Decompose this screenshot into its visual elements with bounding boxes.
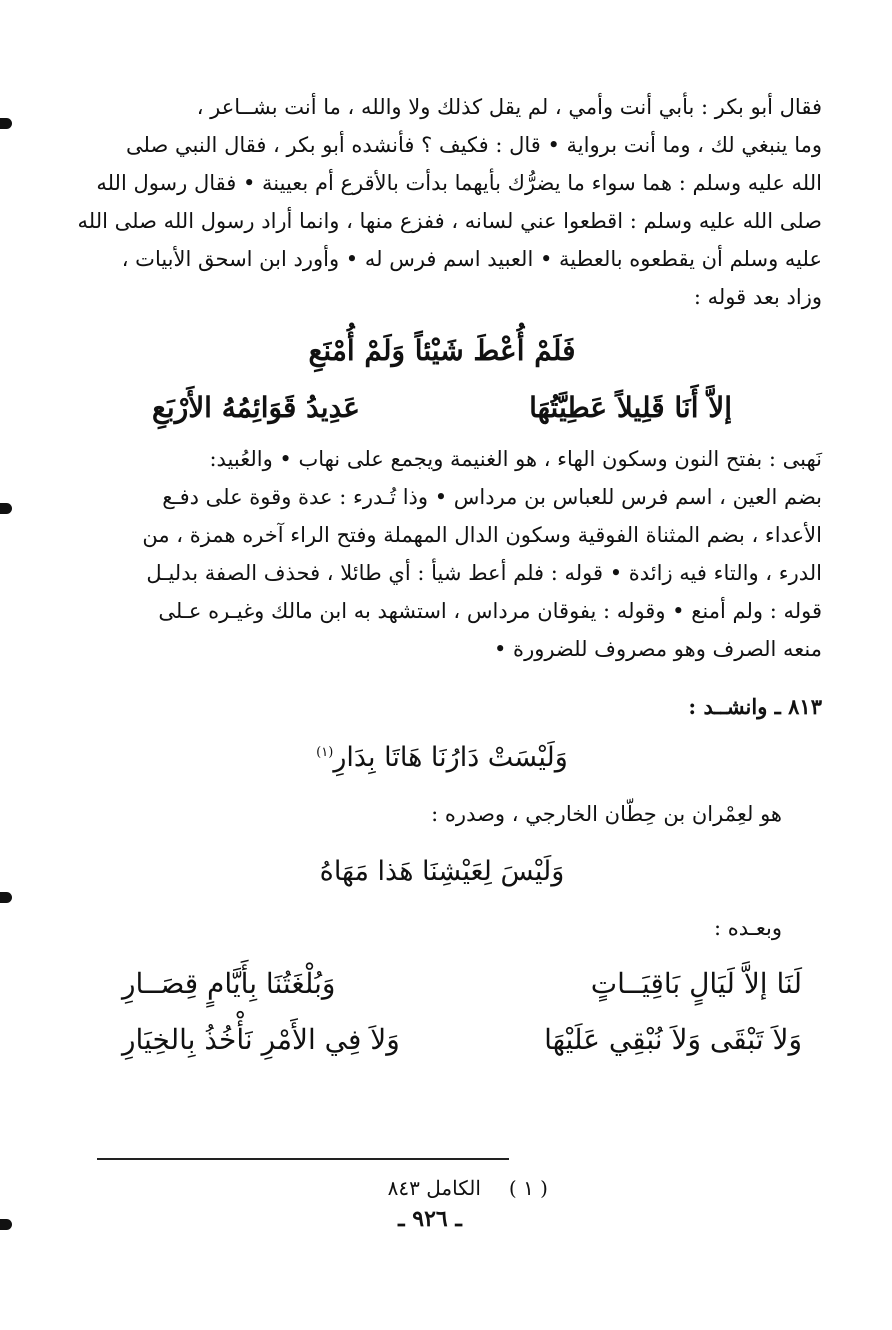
verse-single-line: فَلَمْ أُعْطَ شَيْئاً وَلَمْ أُمْنَعِ [308, 334, 576, 367]
text-line: منعه الصرف وهو مصروف للضرورة • [494, 637, 822, 661]
verse-line: وَلَيْسَ لِعَيْشِنَا هَذا مَهَاهُ [319, 856, 565, 887]
after-label: وبعـده : [713, 916, 782, 940]
footnote-marker: (١) [316, 745, 334, 760]
page-body [62, 88, 822, 1067]
footnote [178, 1176, 548, 1200]
margin-punch-mark [0, 503, 12, 514]
text-line: الأعداء ، بضم المثناة الفوقية وسكون الدال المهملة وفتح الراء آخره همزة ، من [142, 523, 822, 547]
verse-hemistich-right: وَلاَ تَبْقَى وَلاَ نُبْقِي عَلَيْهَا [544, 1022, 802, 1056]
text-line: صلى الله عليه وسلم : اقطعوا عني لسانه ، ففزع منها ، وانما أراد رسول الله صلى الله [77, 209, 822, 233]
verse-couplet-row [62, 380, 822, 434]
text-line: عليه وسلم أن يقطعوه بالعطية • العبيد اسم فرس له • وأورد ابن اسحق الأبيات ، [121, 247, 822, 271]
text-line: وزاد بعد قوله : [693, 285, 822, 309]
text-line: الله عليه وسلم : هما سواء ما يضرُّك بأيهما بدأت بالأقرع أم بعيينة • فقال رسول الله [96, 171, 822, 195]
paragraph-commentary [62, 440, 822, 668]
margin-punch-mark [0, 1219, 12, 1230]
verse-hemistich-left: عَدِيدُ قَوَائِمُهُ الأَرْبَعِ [152, 390, 360, 424]
paragraph-intro [62, 88, 822, 316]
text-line: قوله : ولم أمنع • وقوله : يفوقان مرداس ، استشهد به ابن مالك وغيـره عـلى [158, 599, 822, 623]
verse-line [62, 730, 822, 781]
verse-couplet-row [62, 1011, 822, 1067]
text-line: فقال أبو بكر : بأبي أنت وأمي ، لم يقل كذلك ولا والله ، ما أنت بشــاعر ، [196, 95, 822, 119]
text-line: نَهبى : بفتح النون وسكون الهاء ، هو الغنيمة ويجمع على نهاب • والعُبيد: [209, 447, 822, 471]
footnote-number: ( ١ ) [508, 1176, 548, 1200]
text-line: بضم العين ، اسم فرس للعباس بن مرداس • وذا تُـدرء : عدة وقوة على دفـع [162, 485, 822, 509]
verse-hemistich-left: وَلاَ فِي الأَمْرِ نَأْخُذُ بِالخِيَارِ [122, 1022, 400, 1056]
text-line: وما ينبغي لك ، وما أنت برواية • قال : فكيف ؟ فأنشده أبو بكر ، فقال النبي صلى [126, 133, 822, 157]
verse-hemistich-right: إلاَّ أَنَا قَلِيلاً عَطِيَّتُهَا [529, 390, 732, 424]
margin-punch-mark [0, 892, 12, 903]
margin-punch-mark [0, 118, 12, 129]
entry-heading: ٨١٣ ـ وانشــد : [688, 694, 822, 719]
verse-hemistich-right: لَنَا إلاَّ لَيَالٍ بَاقِيَــاتٍ [590, 966, 802, 1000]
verse-hemistich-left: وَبُلْغَتُنَا بِأَيَّامٍ قِصَــارِ [122, 966, 336, 1000]
verse-text: وَلَيْسَتْ دَارُنَا هَاتَا بِدَارِ [333, 742, 568, 773]
footnote-text: الكامل ٨٤٣ [387, 1176, 481, 1200]
page-number: ـ ٩٢٦ ـ [398, 1206, 462, 1232]
footnote-divider [97, 1158, 509, 1160]
verse-couplet-row [62, 955, 822, 1011]
attribution-line: هو لعِمْران بن حِطّان الخارجي ، وصدره : [431, 802, 782, 826]
text-line: الدرء ، والتاء فيه زائدة • قوله : فلم أعط شيأ : أي طائلا ، فحذف الصفة بدليـل [146, 561, 822, 585]
